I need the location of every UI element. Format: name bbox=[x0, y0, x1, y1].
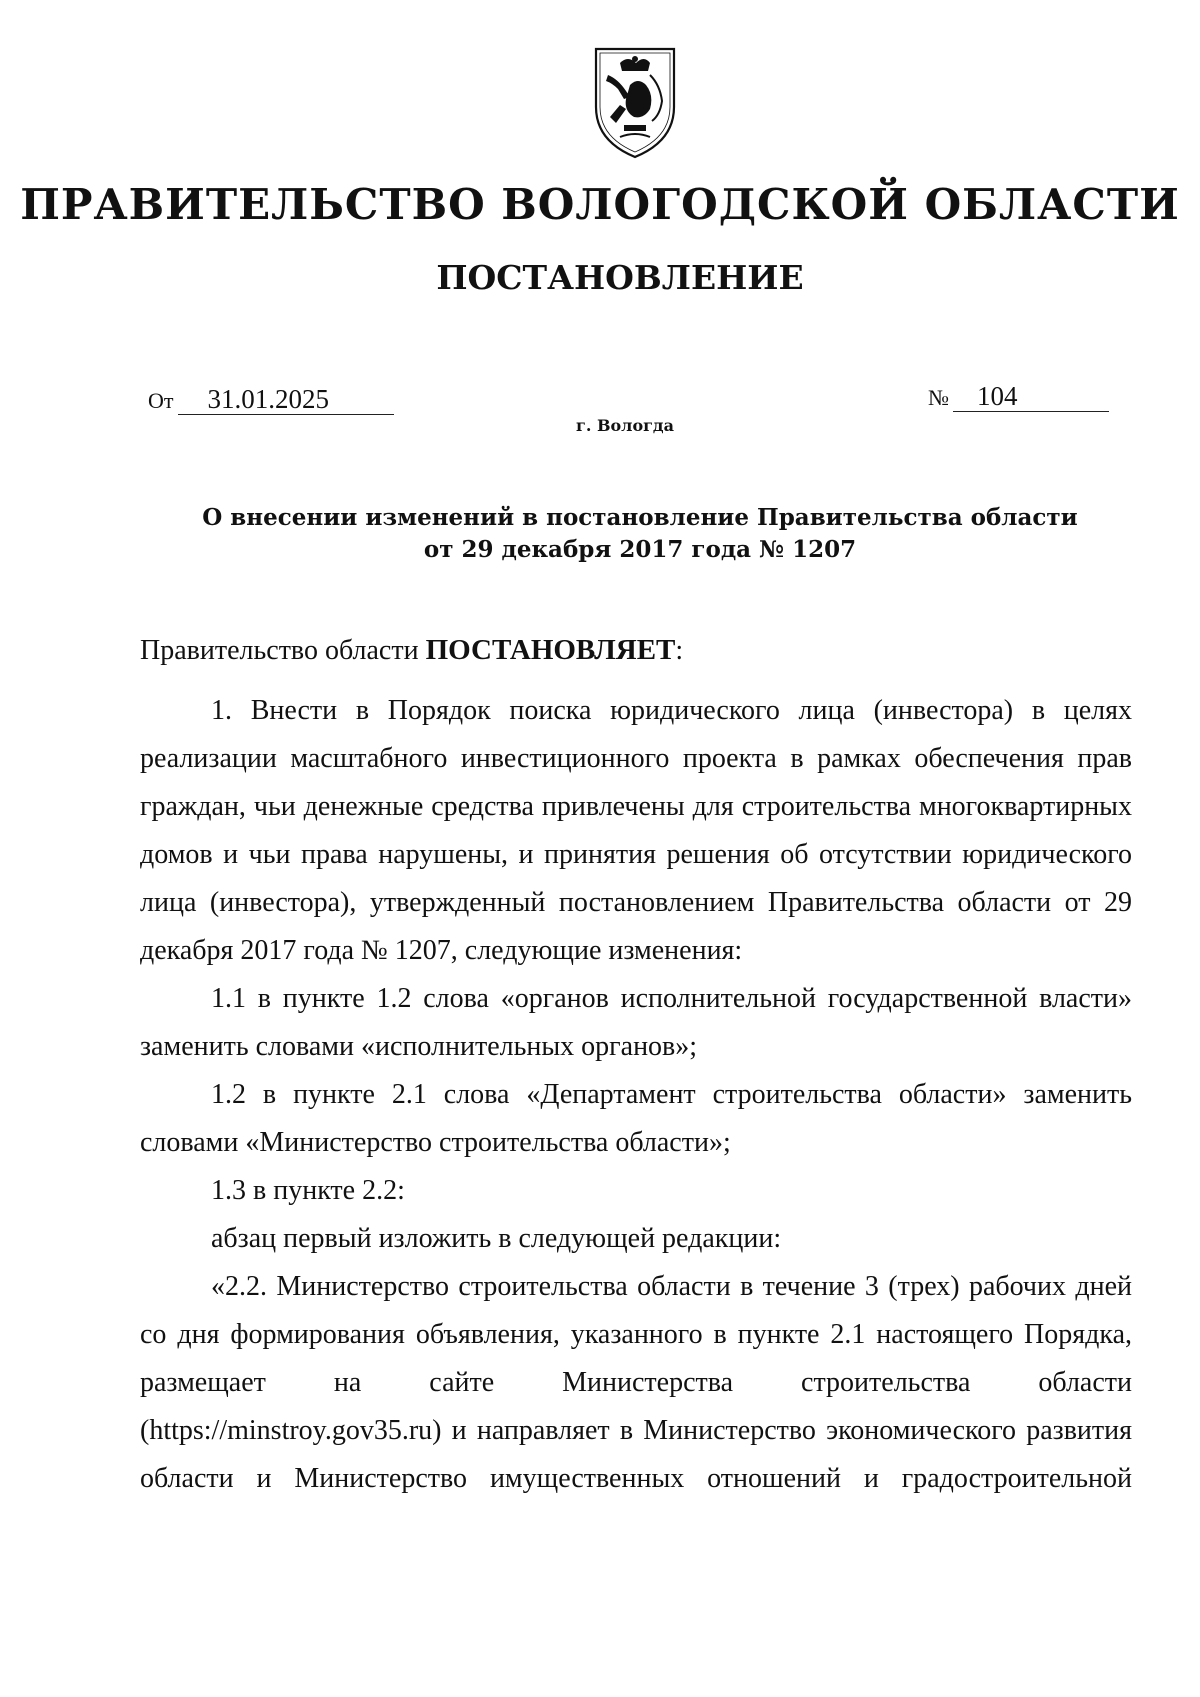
paragraph-item-1-3-text: «2.2. Министерство строительства области в течение 3 (трех) рабочих дней со дня формирования объявления, указанного в пункте 2.1 настоящего Порядка, размещает на сайте Министерства строительства области (https://minstroy.gov35.ru) и направляет в Министерство экономического развития области и Министерство имущественных отношений и градостроительной bbox=[140, 1271, 1132, 1494]
number-label: № bbox=[928, 385, 949, 410]
subject-line-2: от 29 декабря 2017 года № 1207 bbox=[423, 536, 857, 563]
number-value: 104 bbox=[953, 381, 1109, 412]
organization-title: ПРАВИТЕЛЬСТВО ВОЛОГОДСКОЙ ОБЛАСТИ bbox=[20, 180, 1180, 229]
subject-line-1: О внесении изменений в постановление Правительства области bbox=[202, 504, 1078, 531]
date-value: 31.01.2025 bbox=[178, 384, 394, 415]
preamble-keyword: ПОСТАНОВЛЯЕТ bbox=[425, 634, 676, 666]
paragraph-item-1: 1. Внести в Порядок поиска юридического лица (инвестора) в целях реализации масштабного инвестиционного проекта в рамках обеспечения прав граждан, чьи денежные средства привлечены для строительства многоквартирных домов и чьи права нарушены, и принятия решения об отсутствии юридического лица (инвестора), утвержденный постановлением Правительства области от 29 декабря 2017 года № 1207, следующие изменения: bbox=[140, 695, 1132, 966]
paragraph-item-1-3: 1.3 в пункте 2.2: bbox=[211, 1175, 405, 1206]
date-label: От bbox=[148, 388, 174, 413]
paragraph-item-1-3-a: абзац первый изложить в следующей редакции: bbox=[211, 1223, 782, 1254]
coat-of-arms-icon bbox=[590, 45, 680, 165]
document-type: ПОСТАНОВЛЕНИЕ bbox=[436, 258, 804, 297]
document-subject bbox=[150, 502, 1130, 566]
document-body bbox=[140, 626, 1132, 1503]
city-name: г. Вологда bbox=[576, 416, 674, 435]
preamble-prefix: Правительство области bbox=[140, 635, 426, 666]
document-number bbox=[928, 381, 1109, 412]
paragraph-item-1-2: 1.2 в пункте 2.1 слова «Департамент строительства области» заменить словами «Министерство строительства области»; bbox=[140, 1079, 1132, 1158]
document-date bbox=[148, 384, 394, 415]
preamble-suffix: : bbox=[675, 635, 684, 666]
preamble bbox=[140, 626, 1132, 675]
paragraph-item-1-1: 1.1 в пункте 1.2 слова «органов исполнительной государственной власти» заменить словами «исполнительных органов»; bbox=[140, 983, 1132, 1062]
